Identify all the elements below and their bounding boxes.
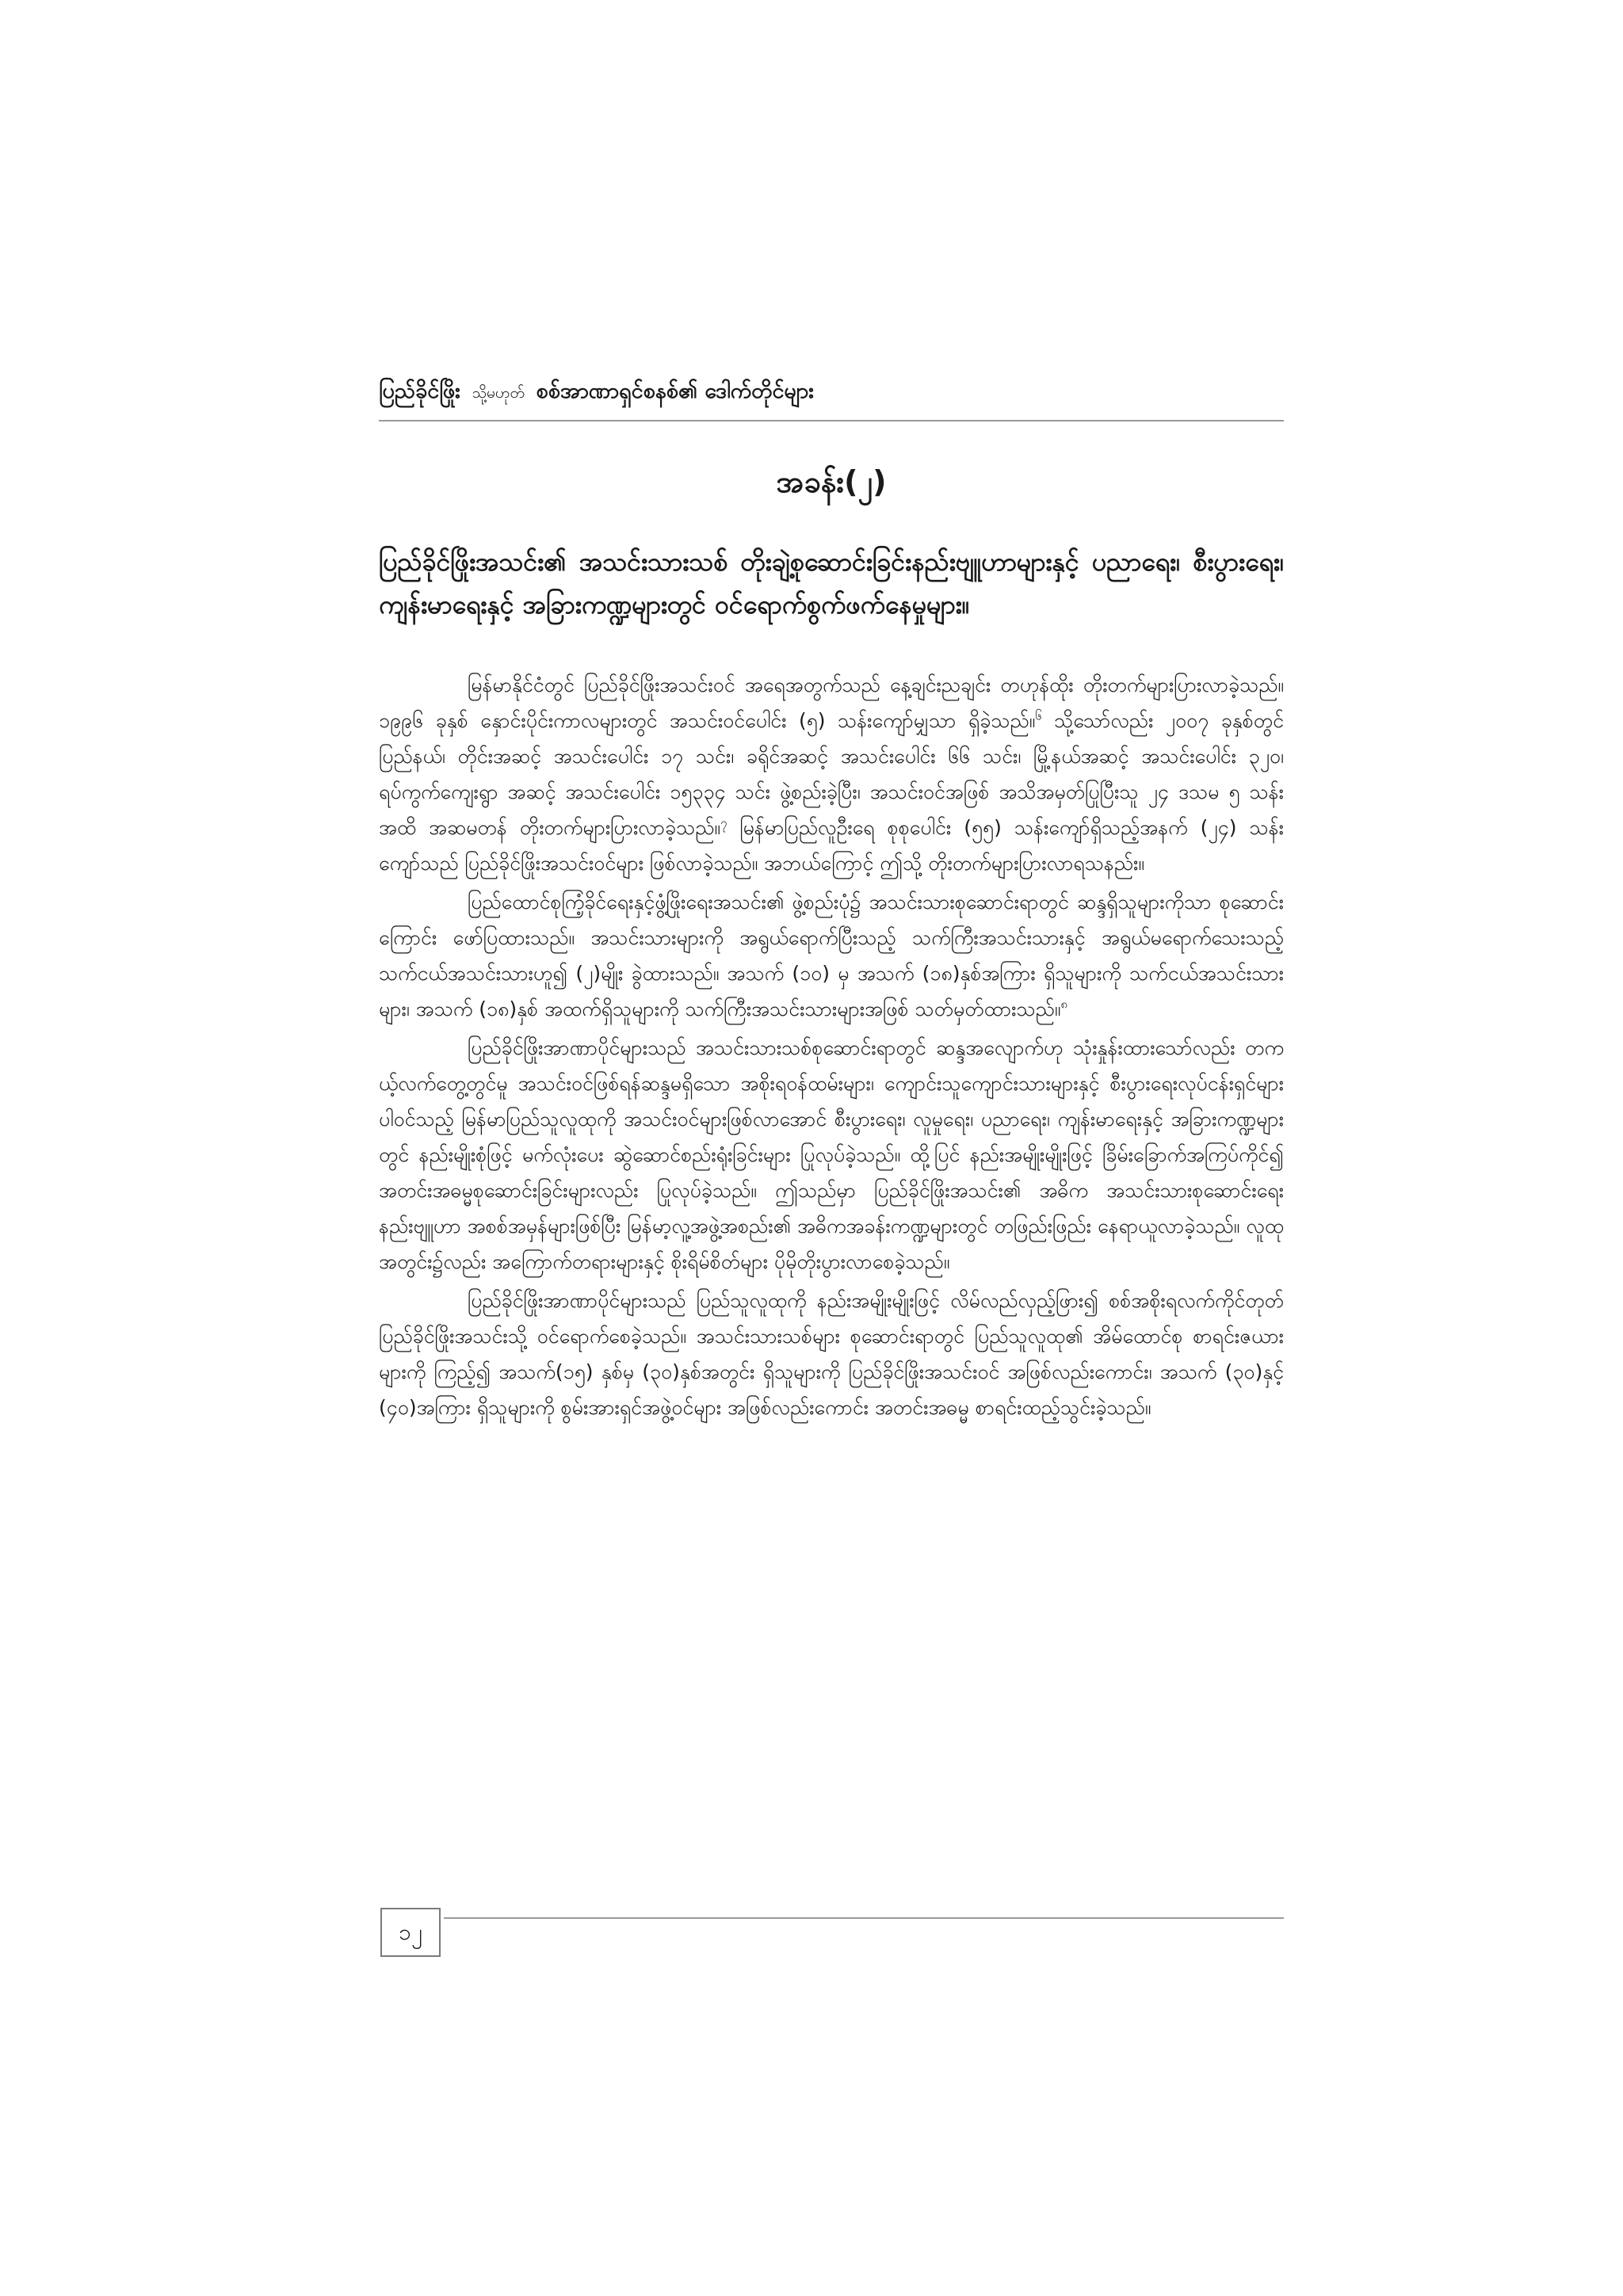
- paragraph-1: [379, 667, 1284, 881]
- body-text: [379, 667, 1284, 1824]
- running-header: [379, 376, 1282, 409]
- header-rule: [379, 420, 1284, 421]
- header-connector: သို့မဟုတ်: [472, 384, 525, 402]
- paragraph-1-text: မြန်မာနိုင်ငံတွင် ပြည်ခိုင်ဖြိုးအသင်းဝင် အရေအတွက်သည် နေ့ချင်းညချင်း တဟုန်ထိုး တိုးတက်များပြားလာခဲ့သည်။ ၁၉၉၆ ခုနှစ် နှောင်းပိုင်းကာလများတွင် အသင်းဝင်ပေါင်း (၅) သန်းကျော်မျှသာ ရှိခဲ့သည်။: [379, 673, 1284, 732]
- header-title-left: ပြည်ခိုင်ဖြိုး: [379, 379, 461, 403]
- header-title-right: စစ်အာဏာရှင်စနစ်၏ ဒေါက်တိုင်များ: [536, 379, 815, 403]
- footnote-marker[interactable]: ၇: [720, 815, 727, 830]
- page-number: ၁၂: [380, 1908, 441, 1957]
- chapter-label: အခန်း(၂): [776, 464, 887, 499]
- chapter-title: ပြည်ခိုင်ဖြိုးအသင်း၏ အသင်းသားသစ် တိုးချဲ့စုဆောင်းခြင်းနည်းဗျူဟာများနှင့် ပညာရေး၊ စီးပွားရေး၊ ကျန်းမာရေးနှင့် အခြားကဏ္ဍများတွင် ဝင်ရောက်စွက်ဖက်နေမှုများ။: [379, 547, 1284, 620]
- paragraph-4-text: ပြည်ခိုင်ဖြိုးအာဏာပိုင်များသည် ပြည်သူလူထုကို နည်းအမျိုးမျိုးဖြင့် လိမ်လည်လှည့်ဖြား၍ စစ်အစိုးရလက်ကိုင်တုတ် ပြည်ခိုင်ဖြိုးအသင်းသို့ ဝင်ရောက်စေခဲ့သည်။ အသင်းသားသစ်များ စုဆောင်းရာတွင် ပြည်သူလူထု၏ အိမ်ထောင်စု စာရင်းဇယားများကို ကြည့်၍ အသက်(၁၅) နှစ်မှ (၃၀)နှစ်အတွင်း ရှိသူများကို ပြည်ခိုင်ဖြိုးအသင်းဝင် အဖြစ်လည်းကောင်း၊ အသက် (၃၀)နှင့် (၄၀)အကြား ရှိသူများကို စွမ်းအားရှင်အဖွဲ့ဝင်များ အဖြစ်လည်းကောင်း အတင်းအဓမ္မ စာရင်းထည့်သွင်းခဲ့သည်။: [379, 1289, 1284, 1419]
- footnote-marker[interactable]: ၆: [1035, 708, 1042, 723]
- paragraph-2-text: ပြည်ထောင်စုကြံ့ခိုင်ရေးနှင့်ဖွံ့ဖြိုးရေးအသင်း၏ ဖွဲ့စည်းပုံ၌ အသင်းသားစုဆောင်းရာတွင် ဆန္ဒရှိသူများကိုသာ စုဆောင်းကြောင်း ဖော်ပြထားသည်။ အသင်းသားများကို အရွယ်ရောက်ပြီးသည့် သက်ကြီးအသင်းသားနှင့် အရွယ်မရောက်သေးသည့် သက်ငယ်အသင်းသားဟူ၍ (၂)မျိုး ခွဲထားသည်။ အသက် (၁၀) မှ အသက် (၁၈)နှစ်အကြား ရှိသူများကို သက်ငယ်အသင်းသားများ၊ အသက် (၁၈)နှစ် အထက်ရှိသူများကို သက်ကြီးအသင်းသားများအဖြစ် သတ်မှတ်ထားသည်။: [379, 891, 1284, 1020]
- paragraph-4: [379, 1283, 1284, 1425]
- paragraph-3: [379, 1030, 1284, 1280]
- footer-rule: [444, 1917, 1284, 1919]
- paragraph-2: [379, 884, 1284, 1027]
- footnote-marker[interactable]: ၈: [1060, 997, 1067, 1012]
- paragraph-1-text-3: မြန်မာပြည်လူဦးရေ စုစုပေါင်း (၅၅) သန်းကျော်ရှိသည့်အနက် (၂၄) သန်းကျော်သည် ပြည်ခိုင်ဖြိုးအသင်းဝင်များ ဖြစ်လာခဲ့သည်။ အဘယ်ကြောင့် ဤသို့ တိုးတက်များပြားလာရသနည်း။: [379, 816, 1284, 875]
- paragraph-1-text-2: သို့သော်လည်း ၂၀၀၇ ခုနှစ်တွင် ပြည်နယ်၊ တိုင်းအဆင့် အသင်းပေါင်း ၁၇ သင်း၊ ခရိုင်အဆင့် အသင်းပေါင်း ၆၆ သင်း၊ မြို့နယ်အဆင့် အသင်းပေါင်း ၃၂၀၊ ရပ်ကွက်ကျေးရွာ အဆင့် အသင်းပေါင်း ၁၅၃၃၄ သင်း ဖွဲ့စည်းခဲ့ပြီး၊ အသင်းဝင်အဖြစ် အသိအမှတ်ပြုပြီးသူ ၂၄ ဒသမ ၅ သန်းအထိ အဆမတန် တိုးတက်များပြားလာခဲ့သည်။: [379, 709, 1284, 839]
- paragraph-3-text: ပြည်ခိုင်ဖြိုးအာဏာပိုင်များသည် အသင်းသားသစ်စုဆောင်းရာတွင် ဆန္ဒအလျောက်ဟု သုံးနှုန်းထားသော်လည်း တကယ့်လက်တွေ့တွင်မူ အသင်းဝင်ဖြစ်ရန်ဆန္ဒမရှိသော အစိုးရဝန်ထမ်းများ၊ ကျောင်းသူကျောင်းသားများနှင့် စီးပွားရေးလုပ်ငန်းရှင်များပါဝင်သည့် မြန်မာပြည်သူလူထုကို အသင်းဝင်များဖြစ်လာအောင် စီးပွားရေး၊ လူမှုရေး၊ ပညာရေး၊ ကျန်းမာရေးနှင့် အခြားကဏ္ဍများတွင် နည်းမျိုးစုံဖြင့် မက်လုံးပေး ဆွဲဆောင်စည်းရုံးခြင်းများ ပြုလုပ်ခဲ့သည်။ ထို့ပြင် နည်းအမျိုးမျိုးဖြင့် ခြိမ်းခြောက်အကြပ်ကိုင်၍ အတင်းအဓမ္မစုဆောင်းခြင်းများလည်း ပြုလုပ်ခဲ့သည်။ ဤသည်မှာ ပြည်ခိုင်ဖြိုးအသင်း၏ အဓိက အသင်းသားစုဆောင်းရေးနည်းဗျူဟာ အစစ်အမှန်များဖြစ်ပြီး မြန်မာ့လူ့အဖွဲ့အစည်း၏ အဓိကအခန်းကဏ္ဍများတွင် တဖြည်းဖြည်း နေရာယူလာခဲ့သည်။ လူထုအတွင်း၌လည်း အကြောက်တရားများနှင့် စိုးရိမ်စိတ်များ ပိုမိုတိုးပွားလာစေခဲ့သည်။: [379, 1036, 1284, 1273]
